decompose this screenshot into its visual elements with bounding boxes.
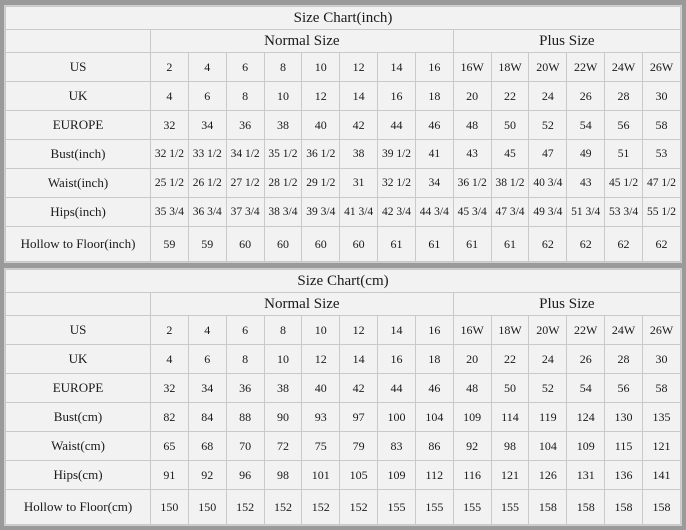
table-row	[6, 111, 681, 140]
cell: 52	[529, 111, 567, 140]
cell: 45 3/4	[453, 198, 491, 227]
cell: 38	[264, 111, 302, 140]
cell: 16	[415, 316, 453, 345]
cell: 6	[188, 345, 226, 374]
cell: 155	[378, 490, 416, 525]
cell: 93	[302, 403, 340, 432]
cell: 41	[415, 140, 453, 169]
cell: 18	[415, 82, 453, 111]
cell: 56	[605, 374, 643, 403]
size-chart-inch	[4, 5, 682, 263]
cell: 8	[226, 345, 264, 374]
cell: 18W	[491, 316, 529, 345]
table-row	[6, 432, 681, 461]
cell: 20W	[529, 316, 567, 345]
cell: 119	[529, 403, 567, 432]
cell: 14	[340, 82, 378, 111]
cell: 32 1/2	[378, 169, 416, 198]
cell: 34	[188, 374, 226, 403]
cell: 34 1/2	[226, 140, 264, 169]
cell: 97	[340, 403, 378, 432]
table-row	[6, 403, 681, 432]
cell: 116	[453, 461, 491, 490]
cell: 39 1/2	[378, 140, 416, 169]
cell: 86	[415, 432, 453, 461]
table-row	[6, 53, 681, 82]
cell: 155	[415, 490, 453, 525]
table-row	[6, 169, 681, 198]
cell: 43	[567, 169, 605, 198]
cell: 47 3/4	[491, 198, 529, 227]
cell: 35 3/4	[151, 198, 189, 227]
page-title-cm: Size Chart(cm)	[6, 270, 681, 293]
cell: 4	[151, 345, 189, 374]
cell: 100	[378, 403, 416, 432]
cell: 40	[302, 111, 340, 140]
row-label-hips: Hips(cm)	[6, 461, 151, 490]
cell: 58	[642, 374, 680, 403]
cell: 47	[529, 140, 567, 169]
cell: 61	[453, 227, 491, 262]
chart-title-row	[6, 7, 681, 30]
row-label-bust: Bust(inch)	[6, 140, 151, 169]
cell: 4	[188, 316, 226, 345]
cell: 34	[188, 111, 226, 140]
cell: 20	[453, 345, 491, 374]
cell: 114	[491, 403, 529, 432]
group-blank	[6, 293, 151, 316]
cell: 38	[264, 374, 302, 403]
cell: 20	[453, 82, 491, 111]
table-row	[6, 490, 681, 525]
cell: 36 1/2	[453, 169, 491, 198]
cell: 61	[415, 227, 453, 262]
cell: 59	[151, 227, 189, 262]
cell: 16W	[453, 316, 491, 345]
cell: 18W	[491, 53, 529, 82]
page-title-inch: Size Chart(inch)	[6, 7, 681, 30]
cell: 14	[340, 345, 378, 374]
cell: 92	[188, 461, 226, 490]
cell: 24W	[605, 316, 643, 345]
cell: 68	[188, 432, 226, 461]
cell: 47 1/2	[642, 169, 680, 198]
cell: 32 1/2	[151, 140, 189, 169]
cell: 121	[642, 432, 680, 461]
cell: 109	[567, 432, 605, 461]
cell: 4	[151, 82, 189, 111]
cell: 48	[453, 374, 491, 403]
cell: 33 1/2	[188, 140, 226, 169]
cell: 56	[605, 111, 643, 140]
cell: 16	[378, 345, 416, 374]
cell: 90	[264, 403, 302, 432]
table-row	[6, 461, 681, 490]
cell: 152	[340, 490, 378, 525]
cell: 8	[226, 82, 264, 111]
cell: 32	[151, 111, 189, 140]
row-label-europe: EUROPE	[6, 374, 151, 403]
cell: 43	[453, 140, 491, 169]
cell: 70	[226, 432, 264, 461]
chart-title-row	[6, 270, 681, 293]
row-label-bust: Bust(cm)	[6, 403, 151, 432]
cell: 135	[642, 403, 680, 432]
cell: 22	[491, 345, 529, 374]
table-row	[6, 374, 681, 403]
group-plus-size: Plus Size	[453, 293, 680, 316]
cell: 84	[188, 403, 226, 432]
table-row	[6, 198, 681, 227]
cell: 44	[378, 111, 416, 140]
cell: 150	[188, 490, 226, 525]
row-label-waist: Waist(inch)	[6, 169, 151, 198]
row-label-hollow-to-floor: Hollow to Floor(cm)	[6, 490, 151, 525]
cell: 112	[415, 461, 453, 490]
cell: 49 3/4	[529, 198, 567, 227]
size-chart-cm	[4, 268, 682, 526]
cell: 46	[415, 111, 453, 140]
row-label-uk: UK	[6, 345, 151, 374]
cell: 2	[151, 53, 189, 82]
group-normal-size: Normal Size	[151, 293, 454, 316]
cell: 42	[340, 111, 378, 140]
cell: 59	[188, 227, 226, 262]
cell: 53	[642, 140, 680, 169]
cell: 51	[605, 140, 643, 169]
cell: 141	[642, 461, 680, 490]
cell: 104	[529, 432, 567, 461]
cell: 16W	[453, 53, 491, 82]
cell: 35 1/2	[264, 140, 302, 169]
table-row	[6, 82, 681, 111]
cell: 14	[378, 53, 416, 82]
cell: 26W	[642, 316, 680, 345]
table-row	[6, 227, 681, 262]
cell: 88	[226, 403, 264, 432]
cell: 61	[378, 227, 416, 262]
cell: 44	[378, 374, 416, 403]
cell: 92	[453, 432, 491, 461]
cell: 6	[226, 316, 264, 345]
cell: 12	[340, 316, 378, 345]
cell: 55 1/2	[642, 198, 680, 227]
cell: 109	[453, 403, 491, 432]
cell: 158	[605, 490, 643, 525]
cell: 126	[529, 461, 567, 490]
row-label-uk: UK	[6, 82, 151, 111]
cell: 58	[642, 111, 680, 140]
cell: 91	[151, 461, 189, 490]
cell: 98	[264, 461, 302, 490]
cell: 62	[529, 227, 567, 262]
cell: 6	[226, 53, 264, 82]
cell: 10	[302, 316, 340, 345]
cell: 28 1/2	[264, 169, 302, 198]
cell: 30	[642, 82, 680, 111]
cell: 152	[302, 490, 340, 525]
cell: 8	[264, 53, 302, 82]
cell: 24	[529, 82, 567, 111]
table-row	[6, 345, 681, 374]
cell: 51 3/4	[567, 198, 605, 227]
cell: 25 1/2	[151, 169, 189, 198]
cell: 60	[264, 227, 302, 262]
cell: 4	[188, 53, 226, 82]
cell: 82	[151, 403, 189, 432]
group-plus-size: Plus Size	[453, 30, 680, 53]
cell: 52	[529, 374, 567, 403]
row-label-hollow-to-floor: Hollow to Floor(inch)	[6, 227, 151, 262]
cell: 50	[491, 374, 529, 403]
cell: 152	[226, 490, 264, 525]
cell: 36	[226, 374, 264, 403]
cell: 10	[264, 345, 302, 374]
cell: 62	[642, 227, 680, 262]
cell: 152	[264, 490, 302, 525]
cell: 83	[378, 432, 416, 461]
cell: 96	[226, 461, 264, 490]
cell: 65	[151, 432, 189, 461]
cell: 104	[415, 403, 453, 432]
cell: 22	[491, 82, 529, 111]
cell: 75	[302, 432, 340, 461]
cell: 44 3/4	[415, 198, 453, 227]
table-row	[6, 316, 681, 345]
cell: 22W	[567, 53, 605, 82]
cell: 150	[151, 490, 189, 525]
cell: 28	[605, 82, 643, 111]
cell: 48	[453, 111, 491, 140]
row-label-us: US	[6, 53, 151, 82]
cell: 27 1/2	[226, 169, 264, 198]
row-label-waist: Waist(cm)	[6, 432, 151, 461]
cell: 40 3/4	[529, 169, 567, 198]
cell: 14	[378, 316, 416, 345]
size-chart-cm-table	[5, 269, 681, 525]
cell: 12	[302, 82, 340, 111]
cell: 158	[529, 490, 567, 525]
cell: 109	[378, 461, 416, 490]
row-label-hips: Hips(inch)	[6, 198, 151, 227]
cell: 40	[302, 374, 340, 403]
size-chart-inch-table	[5, 6, 681, 262]
cell: 61	[491, 227, 529, 262]
cell: 26	[567, 345, 605, 374]
row-label-us: US	[6, 316, 151, 345]
cell: 24	[529, 345, 567, 374]
cell: 54	[567, 111, 605, 140]
cell: 158	[642, 490, 680, 525]
cell: 45	[491, 140, 529, 169]
cell: 155	[453, 490, 491, 525]
cell: 105	[340, 461, 378, 490]
cell: 38	[340, 140, 378, 169]
cell: 60	[302, 227, 340, 262]
cell: 6	[188, 82, 226, 111]
cell: 26 1/2	[188, 169, 226, 198]
group-blank	[6, 30, 151, 53]
cell: 72	[264, 432, 302, 461]
group-normal-size: Normal Size	[151, 30, 454, 53]
cell: 32	[151, 374, 189, 403]
chart-group-row	[6, 293, 681, 316]
cell: 12	[302, 345, 340, 374]
cell: 121	[491, 461, 529, 490]
cell: 10	[264, 82, 302, 111]
cell: 10	[302, 53, 340, 82]
cell: 124	[567, 403, 605, 432]
cell: 20W	[529, 53, 567, 82]
cell: 115	[605, 432, 643, 461]
cell: 60	[340, 227, 378, 262]
cell: 53 3/4	[605, 198, 643, 227]
cell: 37 3/4	[226, 198, 264, 227]
cell: 50	[491, 111, 529, 140]
cell: 60	[226, 227, 264, 262]
cell: 16	[378, 82, 416, 111]
cell: 136	[605, 461, 643, 490]
cell: 29 1/2	[302, 169, 340, 198]
cell: 130	[605, 403, 643, 432]
cell: 38 3/4	[264, 198, 302, 227]
cell: 42	[340, 374, 378, 403]
cell: 36 1/2	[302, 140, 340, 169]
cell: 49	[567, 140, 605, 169]
cell: 2	[151, 316, 189, 345]
cell: 158	[567, 490, 605, 525]
cell: 22W	[567, 316, 605, 345]
cell: 12	[340, 53, 378, 82]
chart-group-row	[6, 30, 681, 53]
cell: 36	[226, 111, 264, 140]
cell: 45 1/2	[605, 169, 643, 198]
cell: 28	[605, 345, 643, 374]
cell: 36 3/4	[188, 198, 226, 227]
cell: 41 3/4	[340, 198, 378, 227]
cell: 62	[567, 227, 605, 262]
cell: 54	[567, 374, 605, 403]
cell: 31	[340, 169, 378, 198]
cell: 98	[491, 432, 529, 461]
cell: 39 3/4	[302, 198, 340, 227]
cell: 8	[264, 316, 302, 345]
cell: 42 3/4	[378, 198, 416, 227]
cell: 34	[415, 169, 453, 198]
cell: 16	[415, 53, 453, 82]
row-label-europe: EUROPE	[6, 111, 151, 140]
cell: 38 1/2	[491, 169, 529, 198]
cell: 79	[340, 432, 378, 461]
cell: 26W	[642, 53, 680, 82]
cell: 101	[302, 461, 340, 490]
cell: 30	[642, 345, 680, 374]
cell: 26	[567, 82, 605, 111]
cell: 46	[415, 374, 453, 403]
cell: 24W	[605, 53, 643, 82]
cell: 155	[491, 490, 529, 525]
cell: 18	[415, 345, 453, 374]
cell: 131	[567, 461, 605, 490]
cell: 62	[605, 227, 643, 262]
table-row	[6, 140, 681, 169]
